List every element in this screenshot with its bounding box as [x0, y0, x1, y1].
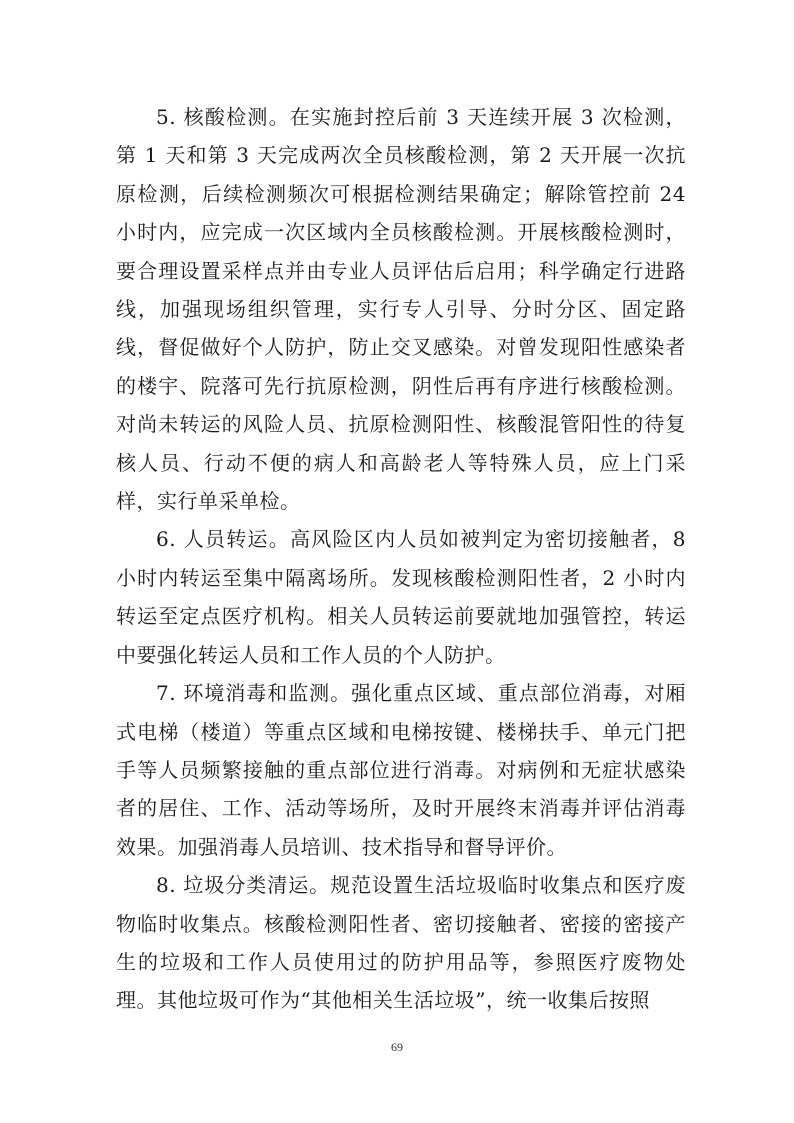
page-number: 69 [391, 1040, 403, 1054]
paragraph-garbage-sorting: 8. 垃圾分类清运。规范设置生活垃圾临时收集点和医疗废物临时收集点。核酸检测阳性者、密切接触者、密接的密接产生的垃圾和工作人员使用过的防护用品等，参照医疗废物处理。其他垃圾可作为“其他相关生活垃圾”，统一收集后按照 [116, 873, 686, 1013]
paragraph-personnel-transfer: 6. 人员转运。高风险区内人员如被判定为密切接触者，8 小时内转运至集中隔离场所。发现核酸检测阳性者，2 小时内转运至定点医疗机构。相关人员转运前要就地加强管控，转运中要强化转运人员和工作人员的个人防护。 [116, 527, 686, 667]
paragraph-nucleic-acid-testing: 5. 核酸检测。在实施封控后前 3 天连续开展 3 次检测，第 1 天和第 3 天完成两次全员核酸检测，第 2 天开展一次抗原检测，后续检测频次可根据检测结果确定；解除管控前 24 小时内，应完成一次区域内全员核酸检测。开展核酸检测时，要合理设置采样点并由专业人员评估后启用；科学确定行进路线，加强现场组织管理，实行专人引导、分时分区、固定路线，督促做好个人防护，防止交叉感染。对曾发现阳性感染者的楼宇、院落可先行抗原检测，阴性后再有序进行核酸检测。对尚未转运的风险人员、抗原检测阳性、核酸混管阳性的待复核人员、行动不便的病人和高龄老人等特殊人员，应上门采样，实行单采单检。 [116, 105, 686, 514]
paragraph-environmental-disinfection: 7. 环境消毒和监测。强化重点区域、重点部位消毒，对厢式电梯（楼道）等重点区域和电梯按键、楼梯扶手、单元门把手等人员频繁接触的重点部位进行消毒。对病例和无症状感染者的居住、工作、活动等场所，及时开展终末消毒并评估消毒效果。加强消毒人员培训、技术指导和督导评价。 [116, 681, 686, 859]
document-body [116, 98, 686, 1020]
